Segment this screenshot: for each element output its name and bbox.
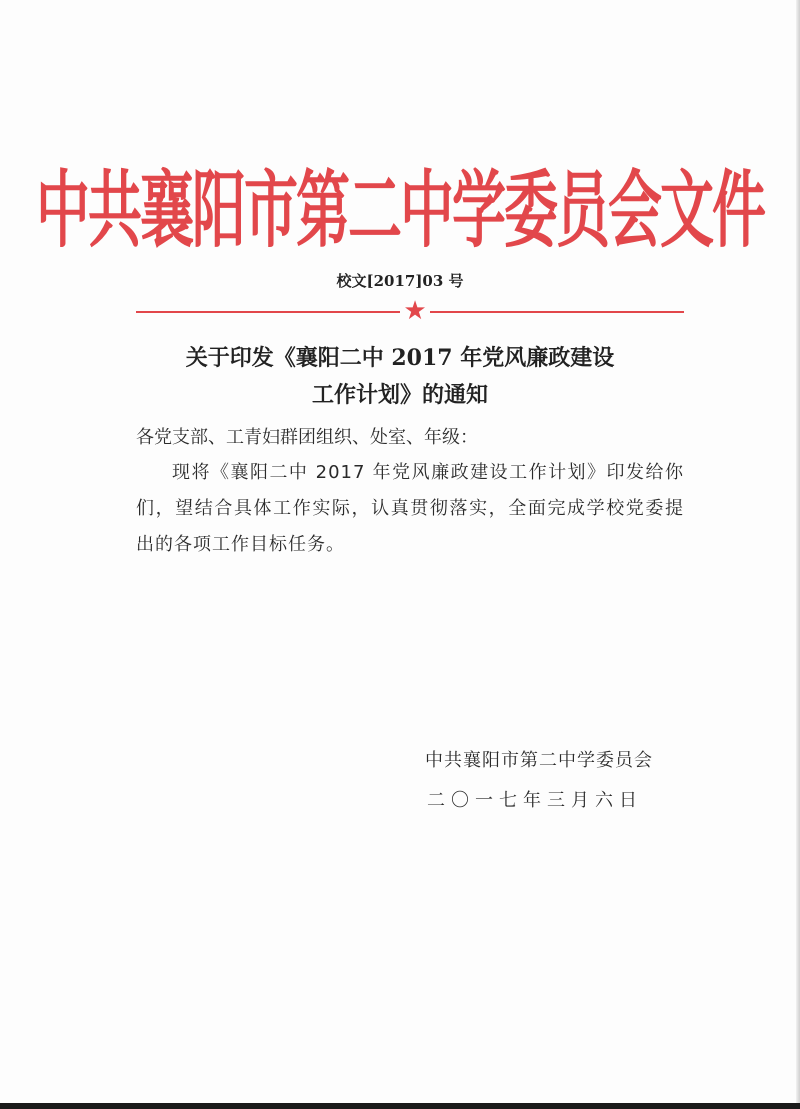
document-number: 校文[2017]03 号 <box>336 272 464 290</box>
document-masthead: 中共襄阳市第二中学委员会文件 <box>36 161 764 260</box>
signature-organization: 中共襄阳市第二中学委员会 <box>425 750 653 771</box>
signature-date: 二〇一七年三月六日 <box>427 790 643 811</box>
red-divider-right <box>430 311 684 313</box>
star-icon: ★ <box>403 296 427 326</box>
notice-title-line2: 工作计划》的通知 <box>311 382 488 408</box>
page-bottom-edge <box>0 1103 800 1109</box>
salutation: 各党支部、工青妇群团组织、处室、年级： <box>136 427 478 448</box>
notice-body: 现将《襄阳二中 2017 年党风廉政建设工作计划》印发给你们，望结合具体工作实际，认真贯彻落实，全面完成学校党委提出的各项工作目标任务。 <box>136 462 684 555</box>
notice-title-line1: 关于印发《襄阳二中 2017 年党风廉政建设 <box>185 345 615 371</box>
page-edge <box>796 0 800 1109</box>
red-divider-left <box>136 311 400 313</box>
